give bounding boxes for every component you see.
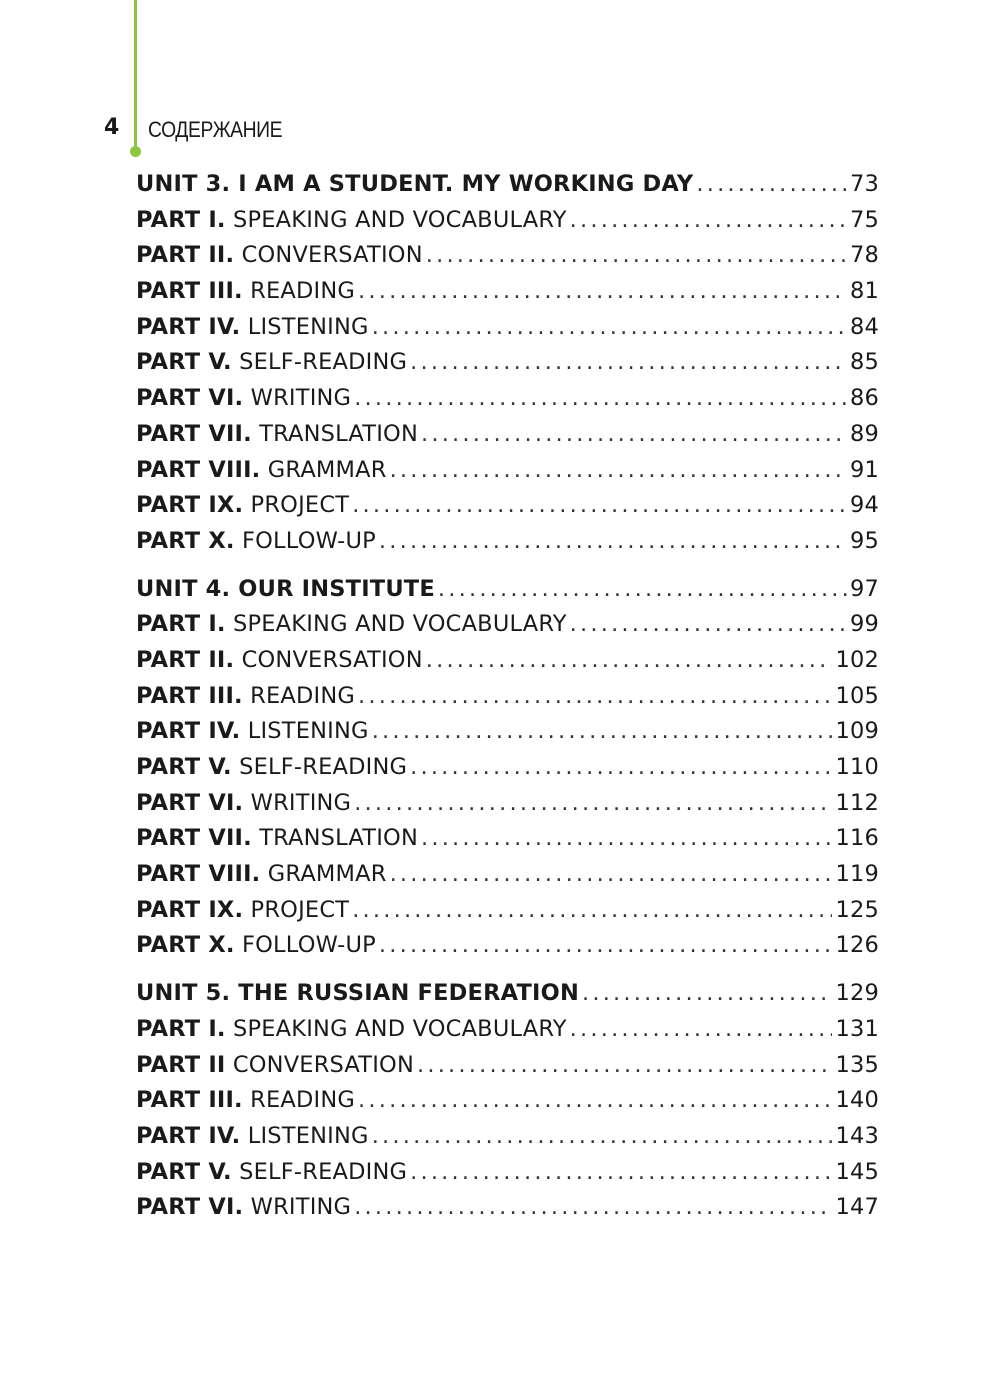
entry-title bbox=[136, 171, 693, 197]
page-ref: 85 bbox=[849, 349, 879, 376]
entry-title bbox=[136, 576, 435, 602]
entry-label: PART VIII. bbox=[136, 861, 261, 888]
page-ref: 91 bbox=[849, 456, 879, 483]
entry-heading: SELF-READING bbox=[231, 754, 408, 780]
page-ref: 99 bbox=[849, 611, 879, 638]
page-ref: 126 bbox=[835, 932, 879, 959]
page-ref: 135 bbox=[835, 1051, 879, 1078]
entry-label: PART II bbox=[136, 1051, 226, 1078]
page-number: 4 bbox=[104, 115, 120, 140]
entry-label: PART II. bbox=[136, 242, 235, 269]
entry-title bbox=[136, 421, 418, 447]
entry-title bbox=[136, 1159, 407, 1185]
toc-entry bbox=[136, 790, 879, 826]
toc-section bbox=[136, 980, 879, 1230]
toc-entry bbox=[136, 980, 879, 1016]
page-ref: 73 bbox=[849, 171, 879, 197]
page-ref: 95 bbox=[849, 527, 879, 554]
toc-entry bbox=[136, 1159, 879, 1195]
entry-title bbox=[136, 611, 567, 637]
dot-leader bbox=[358, 683, 832, 709]
running-head: СОДЕРЖАНИЕ bbox=[148, 117, 283, 142]
page-ref: 110 bbox=[835, 754, 879, 780]
entry-label: PART III. bbox=[136, 278, 243, 305]
dot-leader bbox=[570, 1016, 833, 1042]
toc-entry bbox=[136, 457, 879, 493]
entry-heading: TRANSLATION bbox=[251, 825, 418, 852]
entry-title bbox=[136, 980, 579, 1006]
dot-leader bbox=[426, 647, 833, 673]
dot-leader bbox=[421, 825, 832, 851]
entry-heading: PROJECT bbox=[243, 492, 350, 519]
entry-title bbox=[136, 385, 351, 411]
dot-leader bbox=[438, 576, 847, 602]
dot-leader bbox=[354, 790, 832, 816]
toc-entry bbox=[136, 1016, 879, 1052]
entry-label: PART V. bbox=[136, 754, 232, 780]
entry-title bbox=[136, 1052, 414, 1078]
entry-heading: PROJECT bbox=[243, 896, 350, 923]
toc-entry bbox=[136, 278, 879, 314]
dot-leader bbox=[379, 528, 847, 554]
dot-leader bbox=[410, 754, 832, 780]
dot-leader bbox=[390, 861, 833, 887]
entry-heading: GRAMMAR bbox=[260, 861, 387, 888]
entry-title bbox=[136, 314, 369, 340]
toc-entry bbox=[136, 1087, 879, 1123]
dot-leader bbox=[358, 1087, 832, 1113]
entry-label: PART V. bbox=[136, 349, 232, 376]
entry-heading: GRAMMAR bbox=[260, 456, 387, 483]
toc-entry bbox=[136, 171, 879, 207]
entry-label: PART V. bbox=[136, 1158, 232, 1185]
entry-heading: READING bbox=[242, 682, 356, 709]
page-ref: 94 bbox=[849, 492, 879, 519]
dot-leader bbox=[410, 1159, 832, 1185]
entry-title bbox=[136, 683, 355, 709]
entry-label: PART III. bbox=[136, 1087, 243, 1114]
entry-heading: FOLLOW-UP bbox=[234, 932, 376, 959]
toc-entry bbox=[136, 576, 879, 612]
toc-entry bbox=[136, 1194, 879, 1230]
dot-leader bbox=[379, 932, 833, 958]
toc-entry bbox=[136, 897, 879, 933]
toc-entry bbox=[136, 1052, 879, 1088]
page-ref: 112 bbox=[835, 789, 879, 816]
entry-title bbox=[136, 718, 369, 744]
entry-label: PART IV. bbox=[136, 1122, 241, 1149]
toc-entry bbox=[136, 861, 879, 897]
entry-label: PART II. bbox=[136, 646, 235, 673]
entry-title bbox=[136, 932, 376, 958]
entry-heading: READING bbox=[242, 278, 356, 305]
toc-entry bbox=[136, 421, 879, 457]
entry-label: UNIT 5. THE RUSSIAN FEDERATION bbox=[136, 980, 579, 1007]
dot-leader bbox=[570, 611, 847, 637]
toc-entry bbox=[136, 647, 879, 683]
entry-heading: WRITING bbox=[243, 385, 352, 412]
entry-heading: LISTENING bbox=[240, 718, 369, 745]
toc-entry bbox=[136, 385, 879, 421]
entry-title bbox=[136, 278, 355, 304]
page-ref: 105 bbox=[835, 682, 879, 709]
toc-entry bbox=[136, 528, 879, 564]
dot-leader bbox=[570, 207, 847, 233]
entry-label: PART I. bbox=[136, 206, 226, 233]
entry-title bbox=[136, 457, 387, 483]
page-ref: 84 bbox=[849, 313, 879, 340]
dot-leader bbox=[354, 1194, 832, 1220]
entry-title bbox=[136, 647, 423, 673]
toc-section bbox=[136, 576, 879, 969]
entry-title bbox=[136, 1123, 369, 1149]
dot-leader bbox=[352, 897, 832, 923]
entry-heading: CONVERSATION bbox=[234, 242, 423, 269]
accent-dot bbox=[130, 146, 141, 157]
table-of-contents bbox=[136, 171, 879, 1242]
toc-entry bbox=[136, 242, 879, 278]
entry-heading: LISTENING bbox=[240, 1122, 369, 1149]
entry-label: UNIT 4. OUR INSTITUTE bbox=[136, 575, 435, 602]
entry-label: PART VII. bbox=[136, 825, 252, 852]
page-ref: 109 bbox=[835, 718, 879, 745]
entry-label: PART IV. bbox=[136, 313, 241, 340]
entry-label: UNIT 3. I AM A STUDENT. MY WORKING DAY bbox=[136, 171, 694, 197]
entry-title bbox=[136, 790, 351, 816]
toc-entry bbox=[136, 683, 879, 719]
entry-heading: SPEAKING AND VOCABULARY bbox=[225, 206, 567, 233]
entry-heading: SELF-READING bbox=[231, 349, 408, 376]
page-ref: 97 bbox=[849, 575, 879, 602]
entry-heading: TRANSLATION bbox=[251, 420, 418, 447]
dot-leader bbox=[352, 492, 847, 518]
dot-leader bbox=[358, 278, 847, 304]
entry-heading: CONVERSATION bbox=[225, 1051, 414, 1078]
entry-label: PART VI. bbox=[136, 385, 244, 412]
entry-heading: SPEAKING AND VOCABULARY bbox=[225, 1015, 567, 1042]
dot-leader bbox=[421, 421, 847, 447]
page-ref: 81 bbox=[849, 278, 879, 305]
entry-label: PART IX. bbox=[136, 492, 244, 519]
dot-leader bbox=[372, 1123, 833, 1149]
entry-title bbox=[136, 349, 407, 375]
dot-leader bbox=[372, 718, 833, 744]
entry-label: PART IX. bbox=[136, 896, 244, 923]
entry-title bbox=[136, 492, 349, 518]
entry-title bbox=[136, 242, 423, 268]
dot-leader bbox=[410, 349, 847, 375]
entry-title bbox=[136, 528, 376, 554]
toc-entry bbox=[136, 349, 879, 385]
dot-leader bbox=[372, 314, 847, 340]
page-ref: 75 bbox=[849, 206, 879, 233]
page-ref: 131 bbox=[835, 1015, 879, 1042]
entry-heading: SELF-READING bbox=[231, 1158, 408, 1185]
entry-label: PART VIII. bbox=[136, 456, 261, 483]
entry-heading: LISTENING bbox=[240, 313, 369, 340]
entry-label: PART III. bbox=[136, 682, 243, 709]
page-ref: 125 bbox=[835, 896, 879, 923]
entry-title bbox=[136, 861, 387, 887]
entry-heading: SPEAKING AND VOCABULARY bbox=[225, 611, 567, 638]
page-ref: 147 bbox=[835, 1194, 879, 1221]
toc-entry bbox=[136, 1123, 879, 1159]
entry-heading: WRITING bbox=[243, 1194, 352, 1221]
page-ref: 129 bbox=[835, 980, 879, 1007]
page-ref: 89 bbox=[849, 420, 879, 447]
entry-title bbox=[136, 1016, 567, 1042]
toc-entry bbox=[136, 207, 879, 243]
page-ref: 116 bbox=[835, 825, 879, 852]
entry-label: PART IV. bbox=[136, 718, 241, 745]
toc-section bbox=[136, 171, 879, 564]
entry-label: PART X. bbox=[136, 932, 235, 959]
dot-leader bbox=[426, 242, 847, 268]
entry-title bbox=[136, 897, 349, 923]
entry-title bbox=[136, 754, 407, 780]
toc-entry bbox=[136, 718, 879, 754]
entry-heading: WRITING bbox=[243, 789, 352, 816]
entry-title bbox=[136, 825, 418, 851]
page-ref: 119 bbox=[835, 861, 879, 888]
toc-entry bbox=[136, 825, 879, 861]
entry-heading: READING bbox=[242, 1087, 356, 1114]
accent-line bbox=[134, 0, 137, 150]
page-ref: 140 bbox=[835, 1087, 879, 1114]
dot-leader bbox=[354, 385, 847, 411]
dot-leader bbox=[390, 457, 847, 483]
toc-entry bbox=[136, 314, 879, 350]
dot-leader bbox=[417, 1052, 832, 1078]
toc-entry bbox=[136, 754, 879, 790]
entry-label: PART X. bbox=[136, 527, 235, 554]
page-ref: 145 bbox=[835, 1158, 879, 1185]
entry-title bbox=[136, 1087, 355, 1113]
entry-label: PART I. bbox=[136, 1015, 226, 1042]
dot-leader bbox=[696, 171, 847, 197]
toc-entry bbox=[136, 492, 879, 528]
entry-title bbox=[136, 1194, 351, 1220]
toc-entry bbox=[136, 611, 879, 647]
entry-label: PART VI. bbox=[136, 789, 244, 816]
page-ref: 102 bbox=[835, 646, 879, 673]
page-ref: 143 bbox=[835, 1122, 879, 1149]
toc-entry bbox=[136, 932, 879, 968]
entry-heading: CONVERSATION bbox=[234, 646, 423, 673]
entry-label: PART VII. bbox=[136, 420, 252, 447]
page-ref: 78 bbox=[849, 242, 879, 269]
entry-title bbox=[136, 207, 567, 233]
entry-label: PART VI. bbox=[136, 1194, 244, 1221]
entry-label: PART I. bbox=[136, 611, 226, 638]
page-ref: 86 bbox=[849, 385, 879, 412]
dot-leader bbox=[582, 980, 832, 1006]
entry-heading: FOLLOW-UP bbox=[234, 527, 376, 554]
